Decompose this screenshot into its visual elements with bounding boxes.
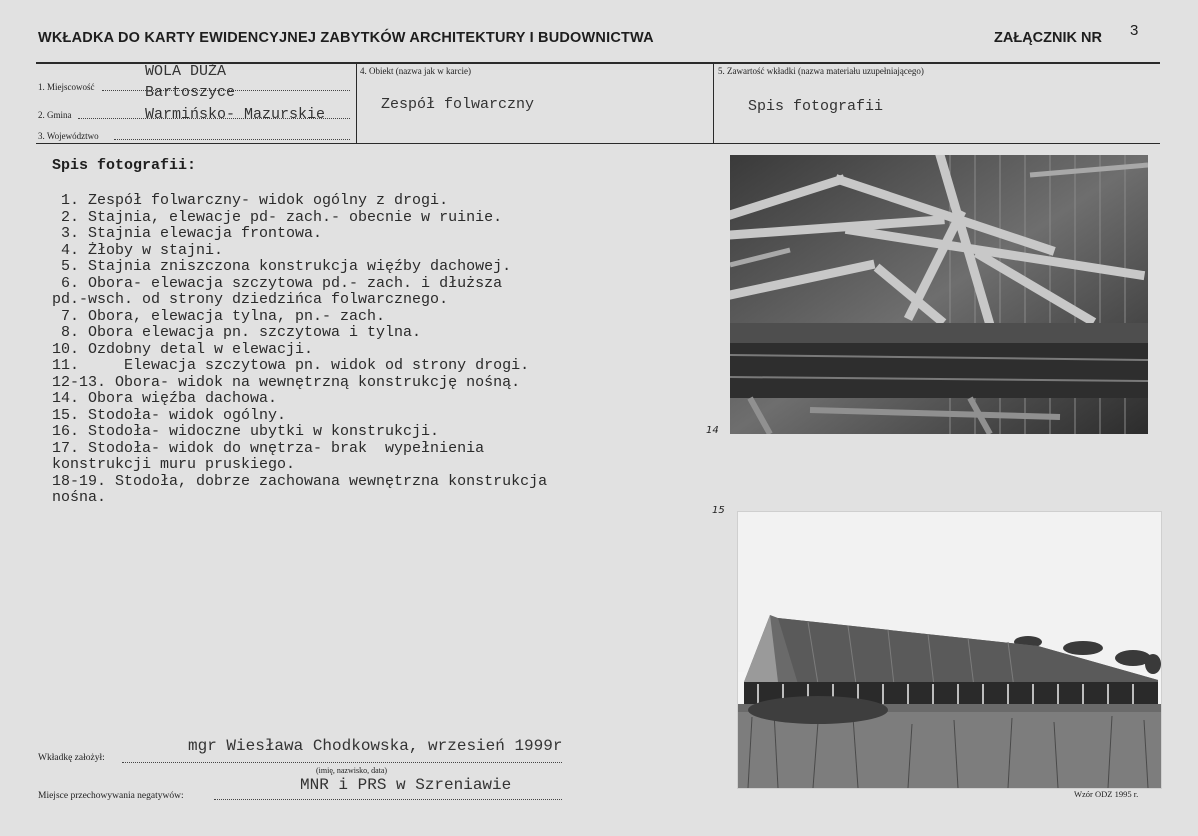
author-hint: (imię, nazwisko, data) <box>316 766 388 775</box>
column-divider-1 <box>356 62 357 143</box>
object-label: 4. Obiekt (nazwa jak w karcie) <box>360 66 471 76</box>
storage-dots <box>214 799 562 800</box>
voivodeship-value: Warmińsko- Mazurskie <box>145 106 326 123</box>
commune-label: 2. Gmina <box>38 110 72 120</box>
author-dots <box>122 762 562 763</box>
column-divider-2 <box>713 62 714 143</box>
photo-15-number: 15 <box>712 505 725 516</box>
photo-14-number: 14 <box>706 425 719 436</box>
locality-label: 1. Miejscowość <box>38 82 95 92</box>
photo-roof-truss <box>730 155 1148 434</box>
author-value: mgr Wiesława Chodkowska, wrzesień 1999r <box>188 737 563 755</box>
storage-value: MNR i PRS w Szreniawie <box>300 776 512 794</box>
commune-value: Bartoszyce <box>145 84 236 101</box>
author-label: Wkładkę założył: <box>38 753 105 763</box>
photo-list: 1. Zespół folwarczny- widok ogólny z drogi. 2. Stajnia, elewacje pd- zach.- obecnie w ruinie. 3. Stajnia elewacja frontowa. 4. Żłoby w stajni. 5. Stajnia zniszczona konstrukcja więźby dachowej. 6. Obora- elewacja szczytowa pd.- zach. i dłuższa pd.-wsch. od strony dziedzińca folwarcznego. 7. Obora, elewacja tylna, pn.- zach. 8. Obora elewacja pn. szczytowa i tylna. 10. Ozdobny detal w elewacji. 11. Elewacja szczytowa pn. widok od strony drogi. 12-13. Obora- widok na wewnętrzną konstrukcję nośną. 14. Obora więźba dachowa. 15. Stodoła- widok ogólny. 16. Stodoła- widoczne ubytki w konstrukcji. 17. Stodoła- widok do wnętrza- brak wypełnienia konstrukcji muru pruskiego. 18-19. Stodoła, dobrze zachowana wewnętrzna konstrukcja nośna. <box>52 192 548 506</box>
photo-list-title: Spis fotografii: <box>52 157 197 174</box>
object-value: Zespół folwarczny <box>381 96 535 113</box>
content-label: 5. Zawartość wkładki (nazwa materiału uzupełniającego) <box>718 66 924 76</box>
locality-value: WOLA DUŻA <box>145 63 227 80</box>
content-value: Spis fotografii <box>748 98 884 115</box>
storage-label: Miejsce przechowywania negatywów: <box>38 791 184 801</box>
voivodeship-label: 3. Województwo <box>38 131 99 141</box>
annex-label: ZAŁĄCZNIK NR <box>994 30 1102 46</box>
document-title: WKŁADKA DO KARTY EWIDENCYJNEJ ZABYTKÓW ARCHITEKTURY I BUDOWNICTWA <box>38 30 654 46</box>
template-note: Wzór ODZ 1995 r. <box>1074 789 1139 799</box>
photo-barn <box>737 511 1162 789</box>
voivodeship-dots <box>114 139 350 140</box>
annex-number: 3 <box>1130 22 1139 39</box>
header-bottom-rule <box>36 143 1160 144</box>
